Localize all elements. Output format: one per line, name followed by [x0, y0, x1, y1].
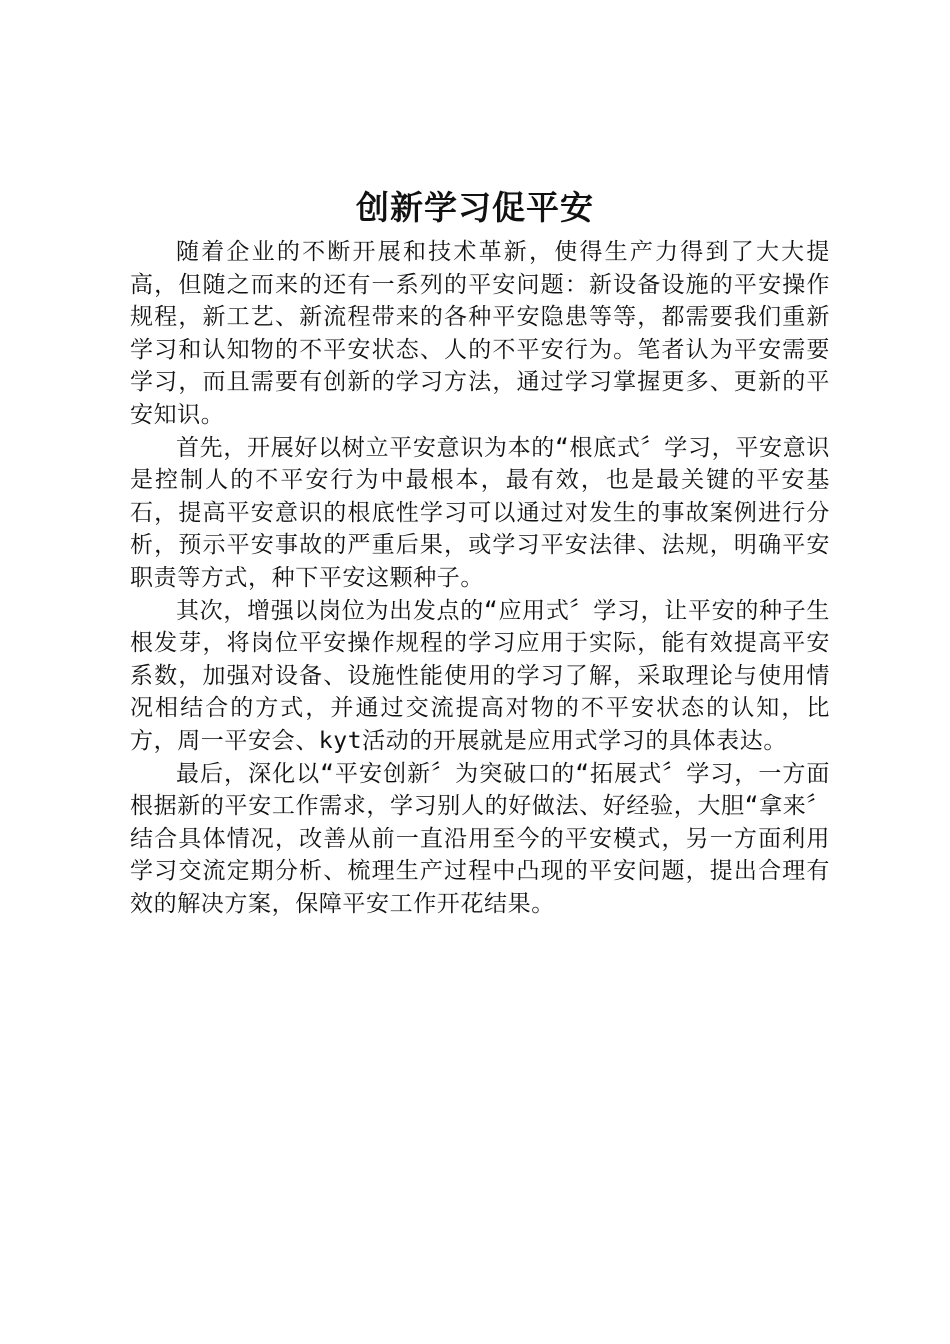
paragraph-last: 最后，深化以“平安创新〞为突破口的“拓展式〞学习，一方面根据新的平安工作需求，学习别人的好做法、好经验，大胆“拿来〞结合具体情况，改善从前一直沿用至今的平安模式，另一方面利用学习交流定期分析、梳理生产过程中凸现的平安问题，提出合理有效的解决方案，保障平安工作开花结果。: [130, 760, 830, 917]
document-title: 创新学习促平安: [356, 188, 594, 227]
paragraph-second: 其次，增强以岗位为出发点的“应用式〞学习，让平安的种子生根发芽，将岗位平安操作规程的学习应用于实际，能有效提高平安系数，加强对设备、设施性能使用的学习了解，采取理论与使用情况相结合的方式，并通过交流提高对物的不平安状态的认知，比方，周一平安会、kyt活动的开展就是应用式学习的具体表达。: [130, 597, 830, 754]
document-body: [130, 236, 830, 920]
paragraph-intro: 随着企业的不断开展和技术革新，使得生产力得到了大大提高，但随之而来的还有一系列的平安问题：新设备设施的平安操作规程，新工艺、新流程带来的各种平安隐患等等，都需要我们重新学习和认知物的不平安状态、人的不平安行为。笔者认为平安需要学习，而且需要有创新的学习方法，通过学习掌握更多、更新的平安知识。: [130, 239, 830, 428]
paragraph-first: 首先，开展好以树立平安意识为本的“根底式〞学习，平安意识是控制人的不平安行为中最根本，最有效，也是最关键的平安基石，提高平安意识的根底性学习可以通过对发生的事故案例进行分析，预示平安事故的严重后果，或学习平安法律、法规，明确平安职责等方式，种下平安这颗种子。: [130, 434, 830, 591]
